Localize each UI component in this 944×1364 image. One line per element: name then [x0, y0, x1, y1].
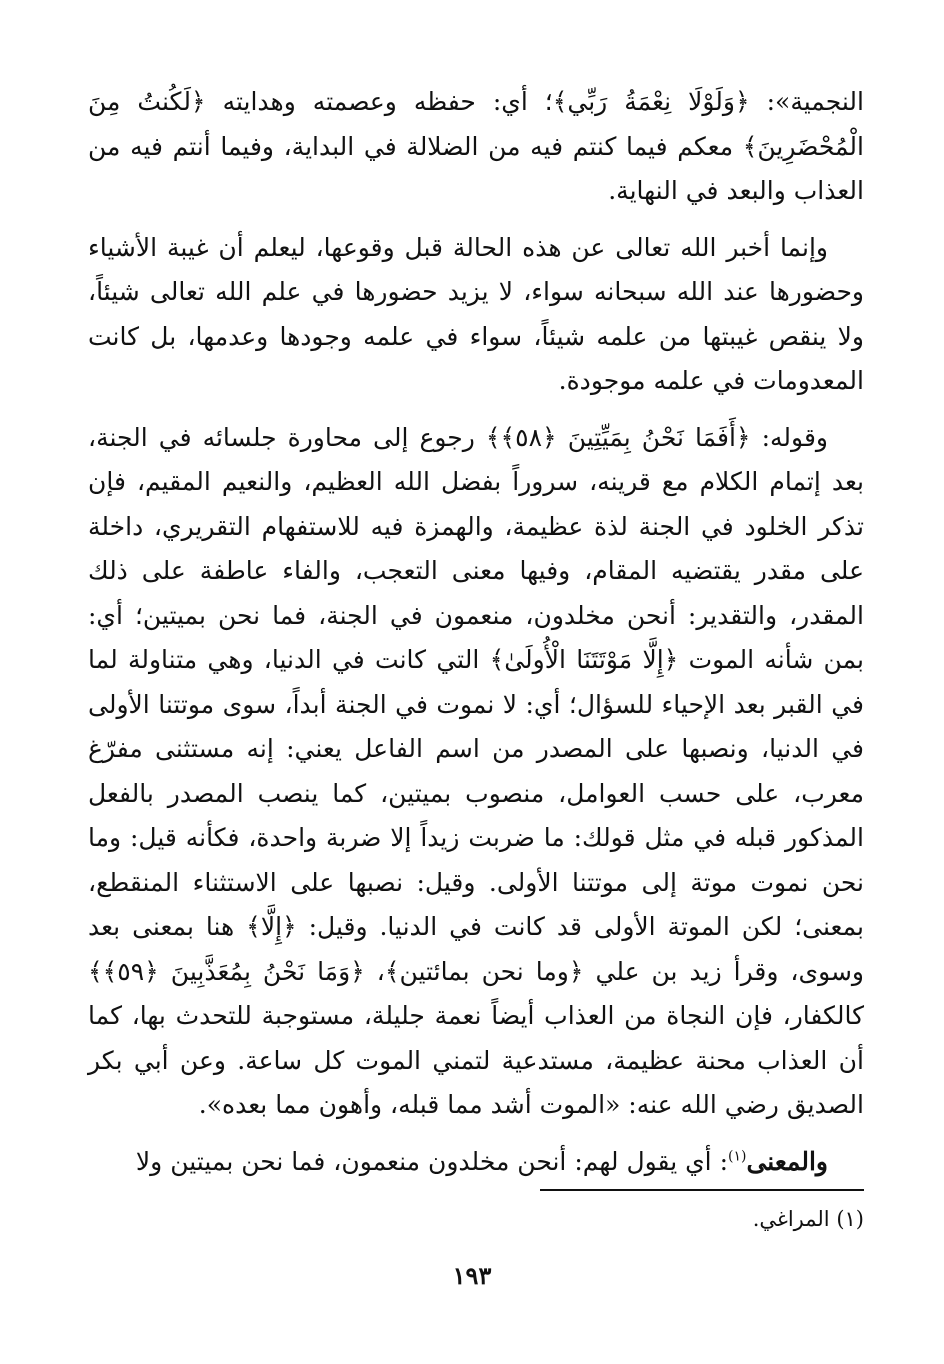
paragraph-4-lead: والمعنى	[746, 1146, 828, 1176]
paragraph-3: وقوله: ﴿أَفَمَا نَحْنُ بِمَيِّتِينَ ﴿٥٨﴾﴾ رجوع إلى محاورة جلسائه في الجنة، بعد إتمام الكلام مع قرينه، سروراً بفضل الله العظيم، والنعيم المقيم، فإن تذكر الخلود في الجنة لذة عظيمة، والهمزة فيه للاستفهام التقريري، داخلة على مقدر يقتضيه المقام، وفيها معنى التعجب، والفاء عاطفة على ذلك المقدر، والتقدير: أنحن مخلدون، منعمون في الجنة، فما نحن بميتين؛ أي: بمن شأنه الموت ﴿إِلَّا مَوْتَتَنَا الْأُولَىٰ﴾ التي كانت في الدنيا، وهي متناولة لما في القبر بعد الإحياء للسؤال؛ أي: لا نموت في الجنة أبداً، سوى موتتنا الأولى في الدنيا، ونصبها على المصدر من اسم الفاعل يعني: إنه مستثنى مفرّغ معرب، على حسب العوامل، منصوب بميتين، كما ينصب المصدر بالفعل المذكور قبله في مثل قولك: ما ضربت زيداً إلا ضربة واحدة، فكأنه قيل: وما نحن نموت موتة إلى موتتنا الأولى. وقيل: نصبها على الاستثناء المنقطع، بمعنى؛ لكن الموتة الأولى قد كانت في الدنيا. وقيل: ﴿إِلَّا﴾ هنا بمعنى بعد وسوى، وقرأ زيد بن علي ﴿وما نحن بمائتين﴾، ﴿وَمَا نَحْنُ بِمُعَذَّبِينَ ﴿٥٩﴾﴾ كالكفار، فإن النجاة من العذاب أيضاً نعمة جليلة، مستوجبة للتحدث بها، كما أن العذاب محنة عظيمة، مستدعية لتمني الموت كل ساعة. وعن أبي بكر الصديق رضي الله عنه: «الموت أشد مما قبله، وأهون مما بعده».	[88, 422, 864, 1119]
paragraph-1: النجمية»: ﴿وَلَوْلَا نِعْمَةُ رَبِّي﴾؛ أي: حفظه وعصمته وهدايته ﴿لَكُنتُ مِنَ الْمُحْضَرِينَ﴾ معكم فيما كنتم فيه من الضلالة في البداية، وفيما أنتم فيه من العذاب والبعد في النهاية.	[88, 87, 864, 205]
paragraph-4-text: : أي يقول لهم: أنحن مخلدون منعمون، فما نحن بميتين ولا	[135, 1146, 728, 1176]
paragraph-4	[88, 1140, 864, 1185]
footnote: (١) المراغي.	[752, 1207, 864, 1231]
page-body	[88, 80, 864, 1196]
paragraph-2: وإنما أخبر الله تعالى عن هذه الحالة قبل وقوعها، ليعلم أن غيبة الأشياء وحضورها عند الله سبحانه سواء، لا يزيد حضورها في علم الله تعالى شيئاً، ولا ينقص غيبتها من علمه شيئاً، سواء في علمه وجودها وعدمها، بل كانت المعدومات في علمه موجودة.	[88, 232, 864, 395]
footnote-divider	[540, 1189, 864, 1191]
footnote-marker: (١)	[728, 1148, 747, 1165]
page-number: ١٩٣	[452, 1261, 492, 1290]
